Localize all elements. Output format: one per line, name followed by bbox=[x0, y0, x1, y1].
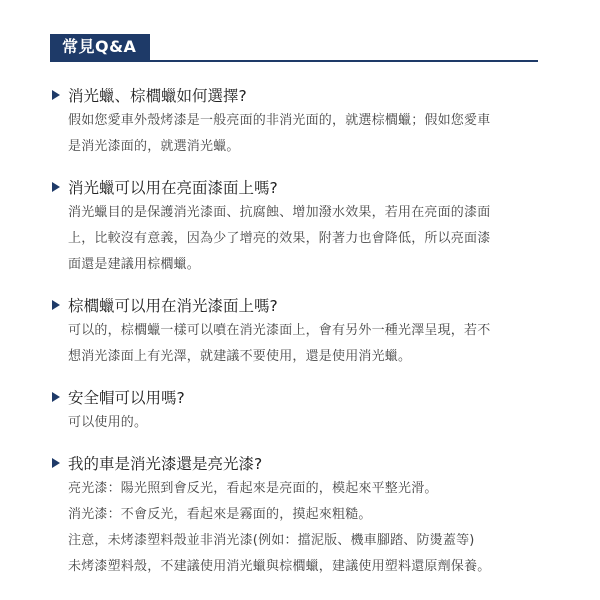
faq-item bbox=[50, 384, 540, 436]
faq-item bbox=[50, 82, 540, 160]
faq-list bbox=[50, 82, 540, 594]
faq-answer bbox=[50, 108, 540, 160]
faq-answer bbox=[50, 410, 540, 436]
faq-header bbox=[50, 34, 538, 62]
faq-question bbox=[50, 450, 540, 476]
faq-question bbox=[50, 82, 540, 108]
answer-line: 未烤漆塑料殼，不建議使用消光蠟與棕櫚蠟，建議使用塑料還原劑保養。 bbox=[68, 559, 491, 574]
faq-question bbox=[50, 292, 540, 318]
triangle-bullet-icon bbox=[52, 392, 60, 402]
answer-line: 想消光漆面上有光澤，就建議不要使用，還是使用消光蠟。 bbox=[68, 349, 412, 364]
answer-line: 消光漆：不會反光，看起來是霧面的，摸起來粗糙。 bbox=[68, 507, 372, 522]
faq-item bbox=[50, 450, 540, 580]
question-text: 棕櫚蠟可以用在消光漆面上嗎? bbox=[68, 297, 278, 315]
faq-question bbox=[50, 174, 540, 200]
faq-item bbox=[50, 174, 540, 278]
answer-line: 亮光漆：陽光照到會反光，看起來是亮面的，模起來平整光滑。 bbox=[68, 481, 438, 496]
answer-line: 假如您愛車外殼烤漆是一般亮面的非消光面的，就選棕櫚蠟；假如您愛車 bbox=[68, 113, 491, 128]
triangle-bullet-icon bbox=[52, 300, 60, 310]
faq-answer bbox=[50, 200, 540, 278]
question-text: 消光蠟可以用在亮面漆面上嗎? bbox=[68, 179, 278, 197]
answer-line: 是消光漆面的，就選消光蠟。 bbox=[68, 139, 240, 154]
faq-answer bbox=[50, 476, 540, 580]
answer-line: 注意，未烤漆塑料殼並非消光漆(例如：擋泥版、機車腳踏、防燙蓋等) bbox=[68, 533, 475, 548]
faq-item bbox=[50, 292, 540, 370]
triangle-bullet-icon bbox=[52, 182, 60, 192]
triangle-bullet-icon bbox=[52, 458, 60, 468]
triangle-bullet-icon bbox=[52, 90, 60, 100]
answer-line: 面還是建議用棕櫚蠟。 bbox=[68, 257, 201, 272]
question-text: 消光蠟、棕櫚蠟如何選擇? bbox=[68, 87, 247, 105]
faq-question bbox=[50, 384, 540, 410]
answer-line: 可以使用的。 bbox=[68, 415, 148, 430]
faq-title: 常見Q&A bbox=[50, 34, 150, 60]
faq-answer bbox=[50, 318, 540, 370]
answer-line: 消光蠟目的是保護消光漆面、抗腐蝕、增加潑水效果，若用在亮面的漆面 bbox=[68, 205, 491, 220]
question-text: 安全帽可以用嗎? bbox=[68, 389, 185, 407]
question-text: 我的車是消光漆還是亮光漆? bbox=[68, 455, 263, 473]
answer-line: 上，比較沒有意義，因為少了增亮的效果，附著力也會降低，所以亮面漆 bbox=[68, 231, 491, 246]
answer-line: 可以的，棕櫚蠟一樣可以噴在消光漆面上，會有另外一種光澤呈現，若不 bbox=[68, 323, 491, 338]
